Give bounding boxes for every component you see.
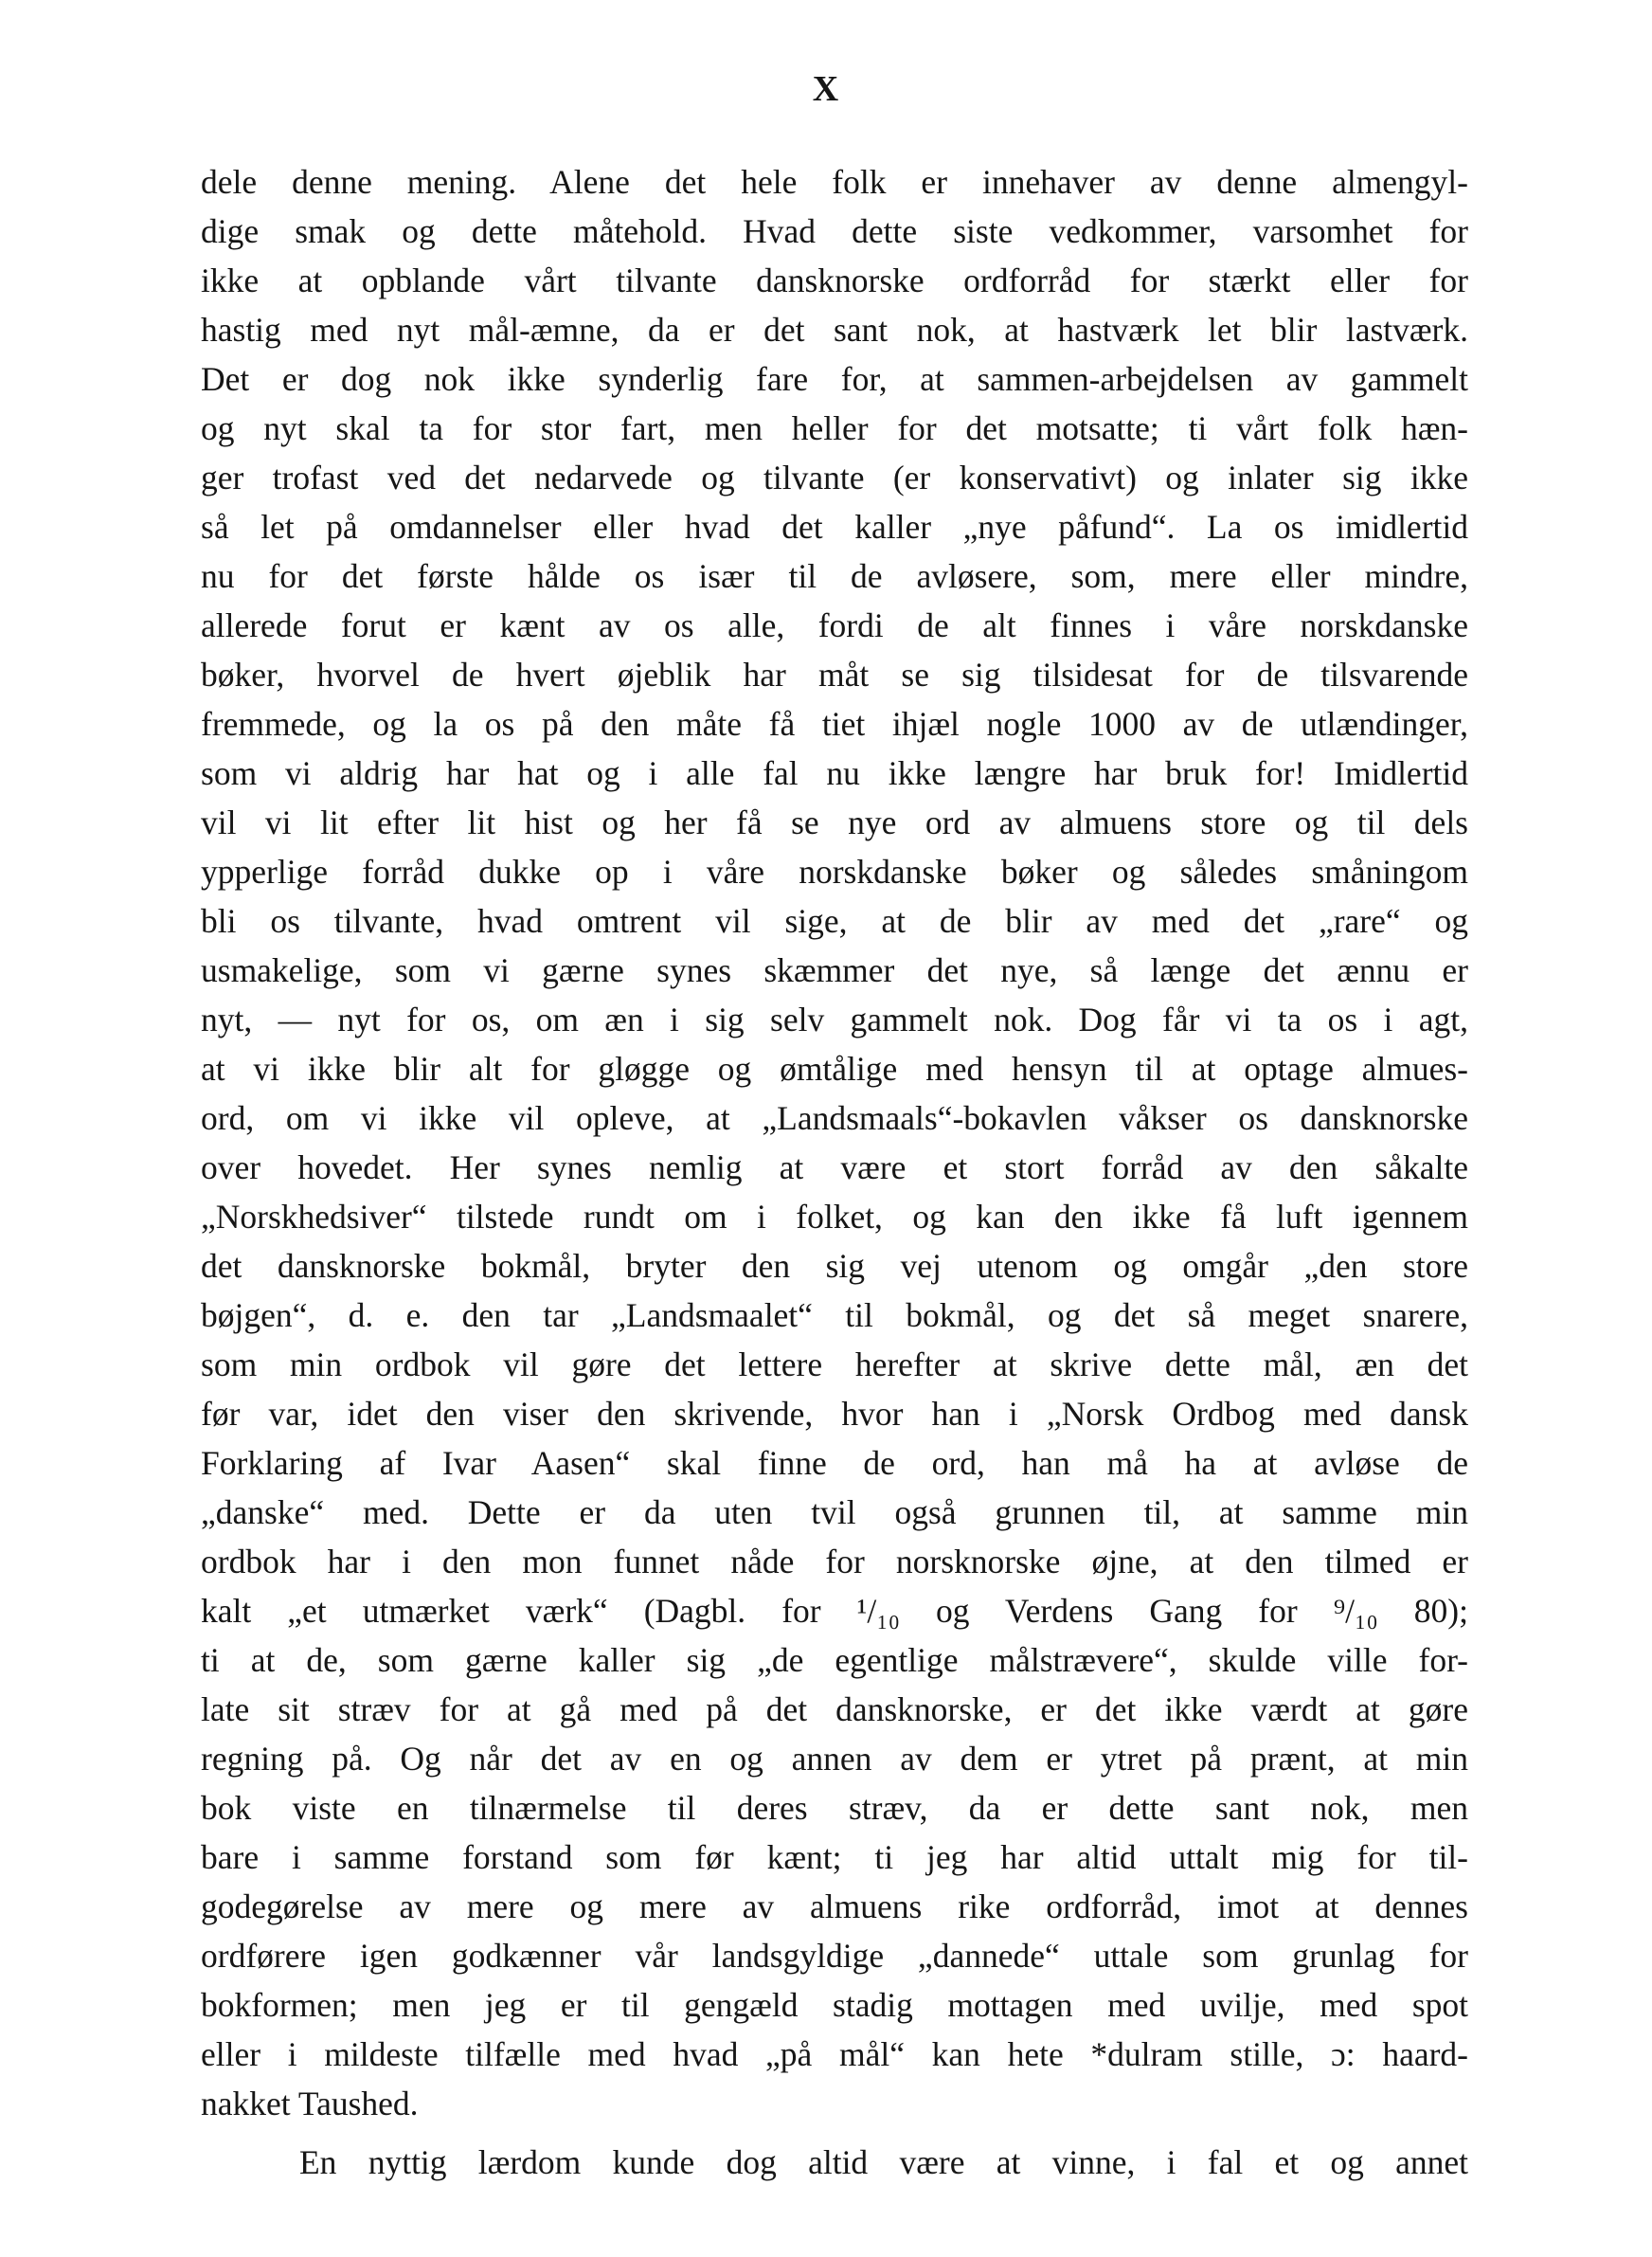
text-line-24: bøjgen“, d. e. den tar „Landsmaalet“ til bokmål, og det så meget snarere, <box>201 1296 1468 1334</box>
body-text <box>201 157 1468 2187</box>
text-line-1: dele denne mening. Alene det hele folk er innehaver av denne almengyl- <box>201 163 1468 201</box>
text-line-13: som vi aldrig har hat og i alle fal nu ikke længre har bruk for! Imidlertid <box>201 754 1468 792</box>
text-line-35: bare i samme forstand som før kænt; ti jeg har altid uttalt mig for til- <box>201 1838 1468 1876</box>
text-line-33: regning på. Og når det av en og annen av dem er ytret på prænt, at min <box>201 1740 1468 1778</box>
text-line-5: Det er dog nok ikke synderlig fare for, at sammen-arbejdelsen av gammelt <box>201 360 1468 398</box>
text-line-21: over hovedet. Her synes nemlig at være et stort forråd av den såkalte <box>201 1148 1468 1186</box>
text-line-39: eller i mildeste tilfælle med hvad „på mål“ kan hete *dulram stille, ɔ: haard- <box>201 2035 1468 2073</box>
text-line-38: bokformen; men jeg er til gengæld stadig mottagen med uvilje, med spot <box>201 1986 1468 2024</box>
paragraph-gap <box>201 2128 1468 2138</box>
text-line-31: ti at de, som gærne kaller sig „de egentlige målstrævere“, skulde ville for- <box>201 1641 1468 1679</box>
text-line-19: at vi ikke blir alt for gløgge og ømtålige med hensyn til at optage almues- <box>201 1050 1468 1088</box>
text-line-7: ger trofast ved det nedarvede og tilvante (er konservativt) og inlater sig ikke <box>201 459 1468 497</box>
text-line-12: fremmede, og la os på den måte få tiet ihjæl nogle 1000 av de utlændinger, <box>201 705 1468 743</box>
text-line-11: bøker, hvorvel de hvert øjeblik har måt se sig tilsidesat for de tilsvarende <box>201 656 1468 694</box>
text-line-28: „danske“ med. Dette er da uten tvil også grunnen til, at samme min <box>201 1493 1468 1531</box>
page-number: X <box>812 69 840 109</box>
text-line-41: En nyttig lærdom kunde dog altid være at vinne, i fal et og annet <box>299 2143 1468 2181</box>
text-line-14: vil vi lit efter lit hist og her få se nye ord av almuens store og til dels <box>201 803 1468 841</box>
text-line-37: ordførere igen godkænner vår landsgyldige „dannede“ uttale som grunlag for <box>201 1937 1468 1975</box>
text-line-36: godegørelse av mere og mere av almuens rike ordforråd, imot at dennes <box>201 1887 1468 1925</box>
text-line-6: og nyt skal ta for stor fart, men heller for det motsatte; ti vårt folk hæn- <box>201 409 1468 447</box>
text-line-29: ordbok har i den mon funnet nåde for norsknorske øjne, at den tilmed er <box>201 1543 1468 1580</box>
text-line-32: late sit stræv for at gå med på det dansknorske, er det ikke værdt at gøre <box>201 1690 1468 1728</box>
text-line-30: kalt „et utmærket værk“ (Dagbl. for ¹/₁₀ og Verdens Gang for ⁹/₁₀ 80); <box>201 1592 1468 1630</box>
text-line-15: ypperlige forråd dukke op i våre norskdanske bøker og således småningom <box>201 853 1468 891</box>
text-line-17: usmakelige, som vi gærne synes skæmmer det nye, så længe det ænnu er <box>201 951 1468 989</box>
text-line-18: nyt, — nyt for os, om æn i sig selv gammelt nok. Dog får vi ta os i agt, <box>201 1001 1468 1038</box>
text-line-9: nu for det første hålde os især til de avløsere, som, mere eller mindre, <box>201 557 1468 595</box>
text-line-8: så let på omdannelser eller hvad det kaller „nye påfund“. La os imidlertid <box>201 508 1468 546</box>
text-line-22: „Norskhedsiver“ tilstede rundt om i folket, og kan den ikke få luft igennem <box>201 1198 1468 1236</box>
text-line-2: dige smak og dette måtehold. Hvad dette siste vedkommer, varsomhet for <box>201 212 1468 250</box>
text-line-23: det dansknorske bokmål, bryter den sig vej utenom og omgår „den store <box>201 1247 1468 1285</box>
text-line-25: som min ordbok vil gøre det lettere herefter at skrive dette mål, æn det <box>201 1345 1468 1383</box>
text-line-3: ikke at opblande vårt tilvante dansknorske ordforråd for stærkt eller for <box>201 262 1468 299</box>
text-line-10: allerede forut er kænt av os alle, fordi de alt finnes i våre norskdanske <box>201 606 1468 644</box>
text-line-27: Forklaring af Ivar Aasen“ skal finne de ord, han må ha at avløse de <box>201 1444 1468 1482</box>
text-line-16: bli os tilvante, hvad omtrent vil sige, at de blir av med det „rare“ og <box>201 902 1468 940</box>
text-line-34: bok viste en tilnærmelse til deres stræv, da er dette sant nok, men <box>201 1789 1468 1827</box>
text-line-4: hastig med nyt mål-æmne, da er det sant nok, at hastværk let blir lastværk. <box>201 311 1468 349</box>
text-line-26: før var, idet den viser den skrivende, hvor han i „Norsk Ordbog med dansk <box>201 1395 1468 1433</box>
text-line-20: ord, om vi ikke vil opleve, at „Landsmaals“-bokavlen våkser os dansknorske <box>201 1099 1468 1137</box>
text-line-40: nakket Taushed. <box>201 2085 419 2122</box>
